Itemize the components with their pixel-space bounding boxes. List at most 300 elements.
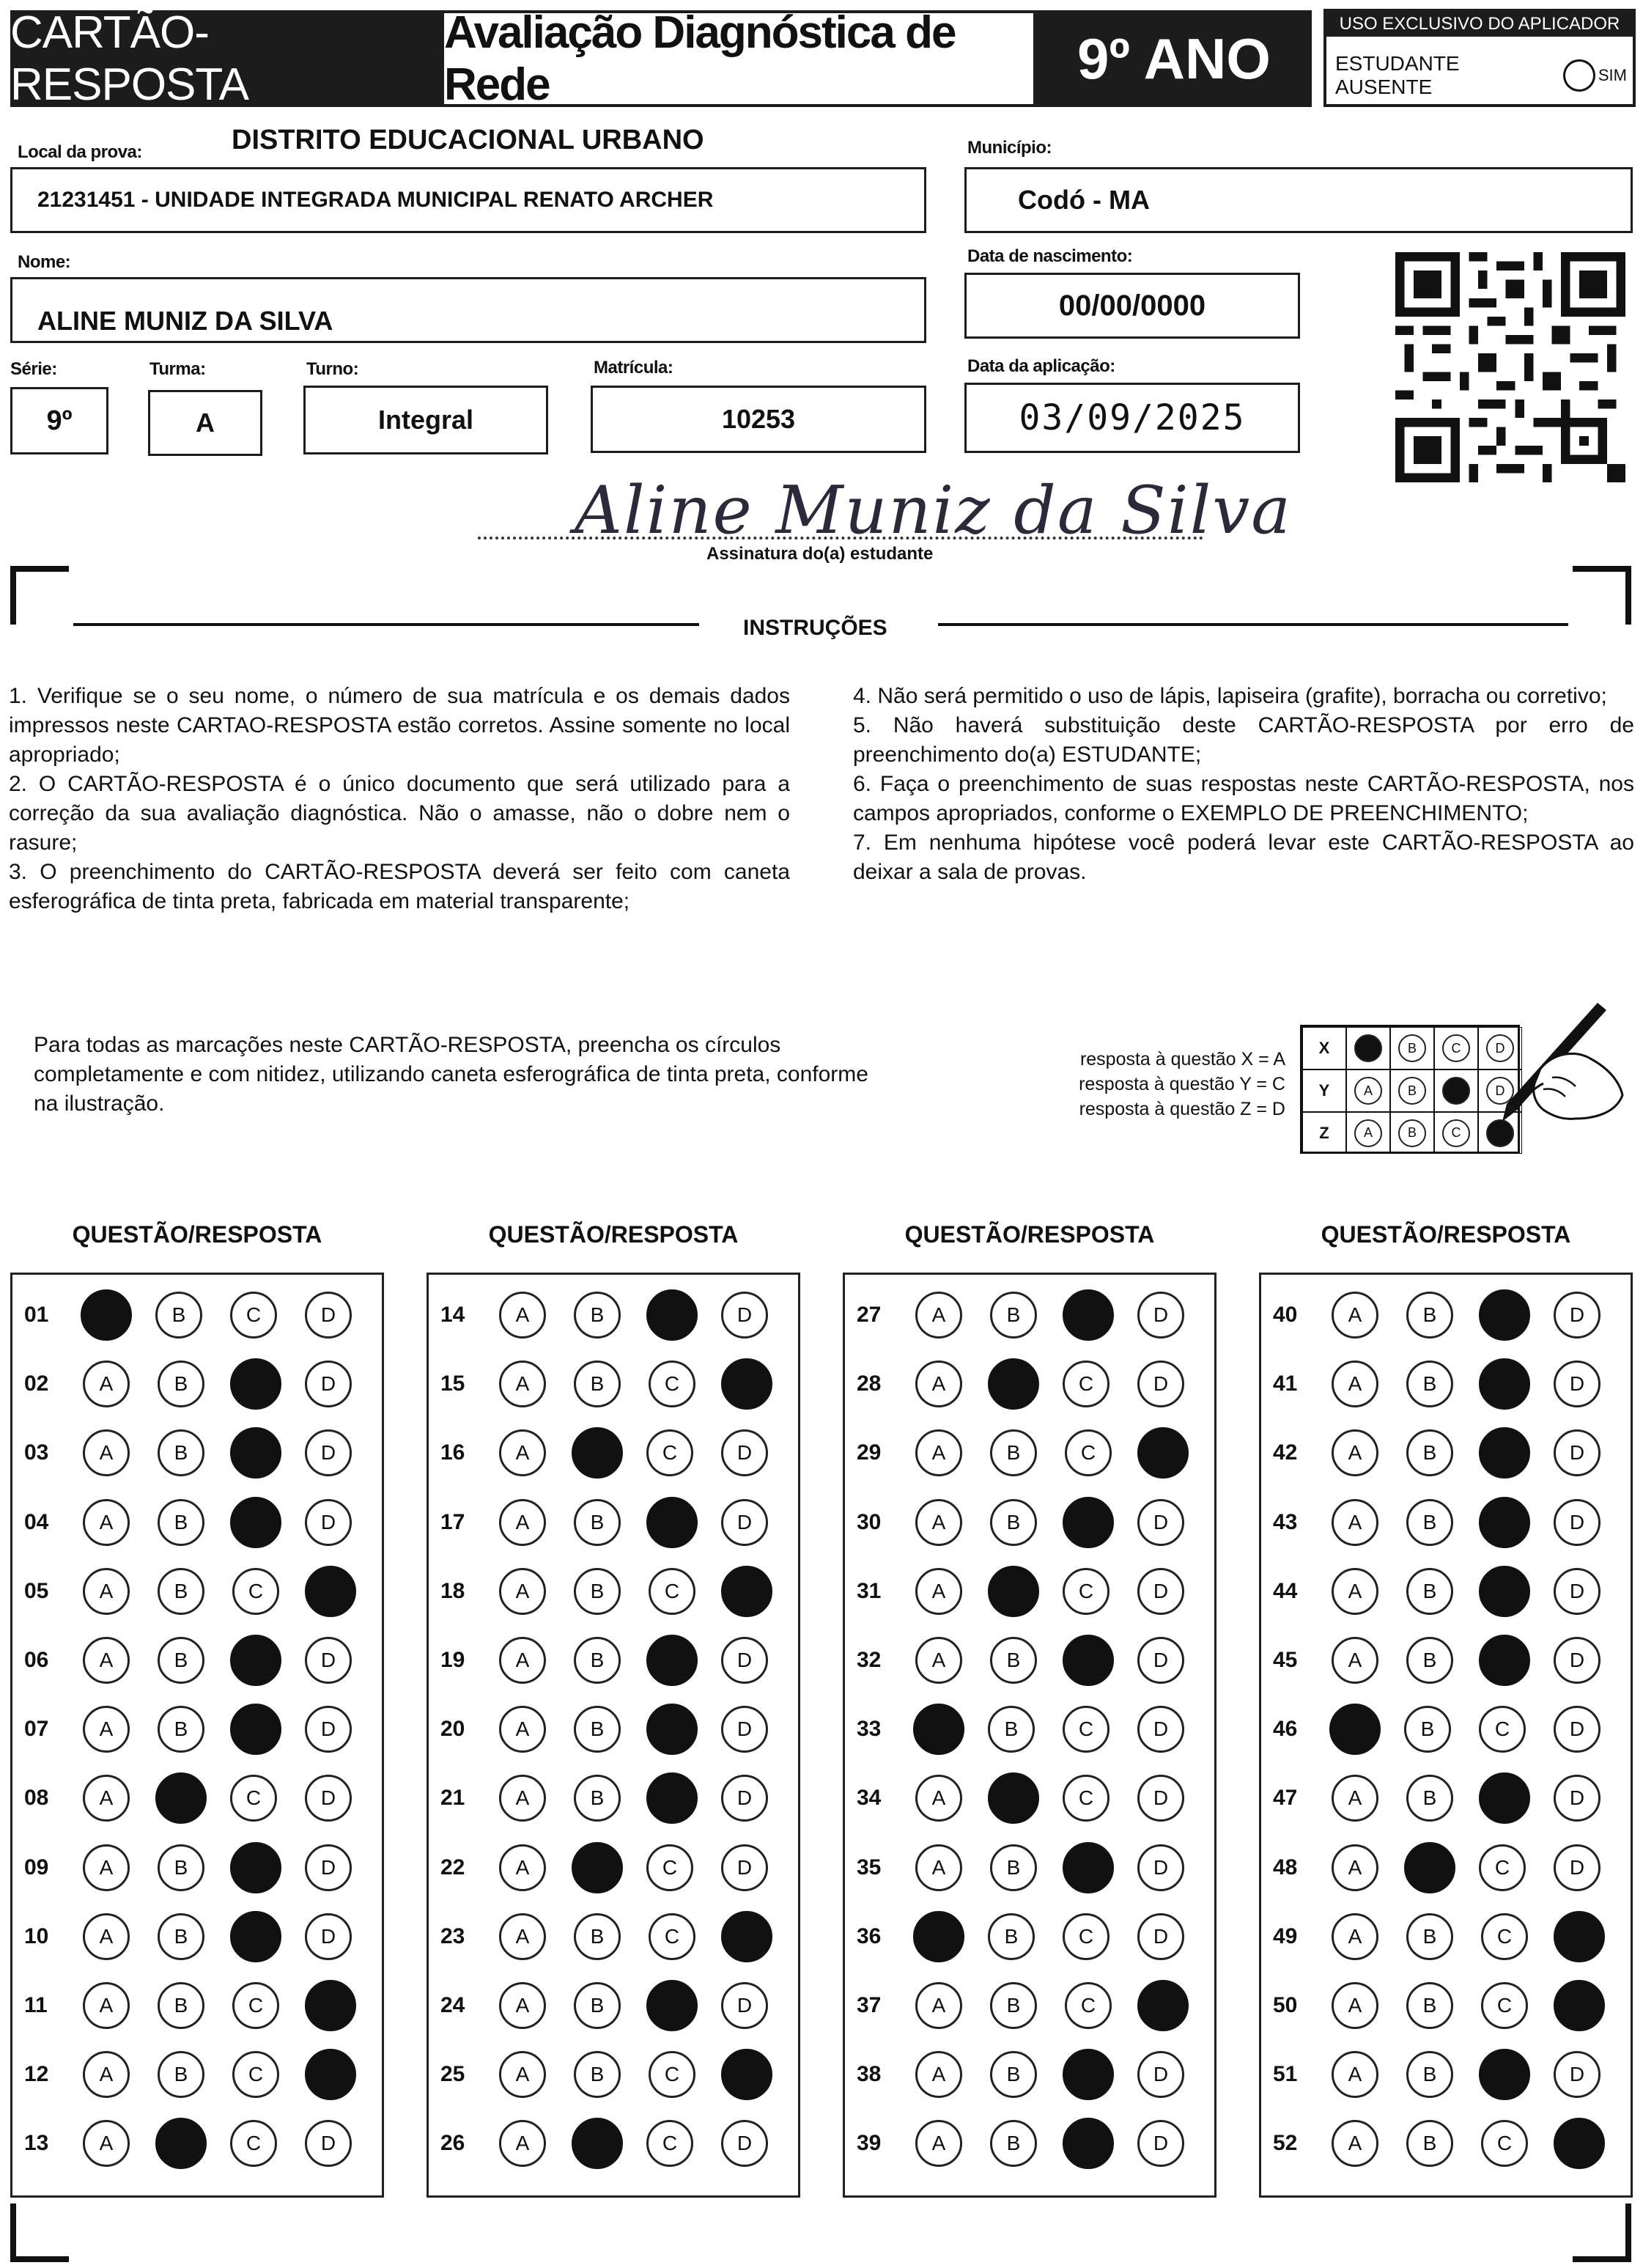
answer-bubble-c[interactable]: C: [230, 1358, 281, 1410]
answer-bubble-d[interactable]: D: [1137, 1913, 1184, 1960]
answer-bubble-b[interactable]: B: [574, 1913, 621, 1960]
answer-bubble-c[interactable]: C: [1481, 2120, 1528, 2167]
answer-bubble-b[interactable]: B: [158, 2051, 204, 2098]
answer-bubble-c[interactable]: C: [649, 2051, 695, 2098]
answer-bubble-d[interactable]: D: [1137, 2120, 1184, 2167]
answer-bubble-a[interactable]: A: [499, 1361, 546, 1407]
answer-bubble-d[interactable]: D: [305, 1429, 352, 1476]
answer-bubble-a[interactable]: A: [499, 1706, 546, 1753]
answer-bubble-a[interactable]: A: [83, 1775, 130, 1822]
answer-bubble-a[interactable]: A: [913, 1911, 964, 1962]
answer-bubble-d[interactable]: D: [305, 1637, 352, 1684]
answer-bubble-a[interactable]: A: [499, 1913, 546, 1960]
question-row: [845, 1833, 1214, 1902]
answer-bubble-c[interactable]: C: [1479, 1289, 1530, 1341]
answer-bubble-a[interactable]: A: [499, 1429, 546, 1476]
answer-bubble-c[interactable]: C: [1063, 1361, 1110, 1407]
answer-bubble-b[interactable]: B: [990, 1637, 1037, 1684]
answer-bubble-c[interactable]: C: [230, 1497, 281, 1548]
question-row: [845, 1557, 1214, 1626]
answer-bubble-d[interactable]: D: [721, 2049, 772, 2100]
answer-bubble-a[interactable]: A: [915, 1361, 962, 1407]
answer-bubble-a[interactable]: A: [913, 1704, 964, 1755]
answer-bubble-d[interactable]: D: [1554, 1706, 1600, 1753]
answer-bubble-a[interactable]: A: [915, 2120, 962, 2167]
answer-bubble-b[interactable]: B: [572, 1427, 623, 1479]
answer-bubble-a[interactable]: A: [915, 2051, 962, 2098]
answer-bubble-b[interactable]: B: [990, 1499, 1037, 1546]
question-row: [429, 1626, 798, 1695]
question-row: [845, 2109, 1214, 2178]
answer-bubble-d[interactable]: D: [305, 2120, 352, 2167]
answer-bubble-d[interactable]: D: [1554, 2118, 1605, 2169]
answer-bubble-b[interactable]: B: [1404, 1706, 1451, 1753]
question-number: 12: [24, 2062, 49, 2087]
answer-bubble-b[interactable]: B: [158, 1844, 204, 1891]
instruction-item: 2. O CARTÃO-RESPOSTA é o único documento que será utilizado para a correção da sua avaliação diagnóstica. Não o amasse, não o dobre nem o rasure;: [9, 772, 790, 855]
example-cell: [1346, 1112, 1390, 1154]
answer-bubble-d[interactable]: D: [1554, 1637, 1600, 1684]
example-bubble: C: [1442, 1034, 1470, 1062]
answer-bubble-c[interactable]: C: [1479, 1844, 1526, 1891]
instruction-item: 5. Não haverá substituição deste CARTÃO-RESPOSTA por erro de preenchimento do(a) ESTUDANTE;: [853, 713, 1634, 767]
question-number: 46: [1273, 1717, 1298, 1742]
question-row: [845, 1350, 1214, 1418]
answer-bubble-b[interactable]: B: [158, 1913, 204, 1960]
answer-bubble-d[interactable]: D: [305, 1706, 352, 1753]
question-number: 04: [24, 1509, 49, 1534]
answer-bubble-c[interactable]: C: [1479, 1566, 1530, 1617]
question-number: 27: [857, 1303, 882, 1327]
question-number: 43: [1273, 1509, 1298, 1534]
answer-bubble-c[interactable]: C: [230, 1842, 281, 1893]
question-number: 25: [440, 2062, 465, 2087]
answer-bubble-d[interactable]: D: [721, 1566, 772, 1617]
answer-bubble-b[interactable]: B: [990, 2120, 1037, 2167]
column-title: QUESTÃO/RESPOSTA: [72, 1221, 322, 1248]
question-number: 51: [1273, 2062, 1298, 2087]
answer-bubble-c[interactable]: C: [1065, 1982, 1112, 2029]
answer-bubble-b[interactable]: B: [574, 1775, 621, 1822]
answer-bubble-c[interactable]: C: [1063, 1775, 1110, 1822]
answer-bubble-b[interactable]: B: [155, 1772, 207, 1824]
grade-badge: 9º ANO: [1036, 10, 1312, 107]
answer-bubble-c[interactable]: C: [1479, 1358, 1530, 1410]
answer-bubble-a[interactable]: A: [1332, 1982, 1378, 2029]
answer-bubble-c[interactable]: C: [1063, 1289, 1114, 1341]
question-number: 21: [440, 1786, 465, 1811]
answer-bubble-d[interactable]: D: [721, 1844, 768, 1891]
answer-bubble-d[interactable]: D: [721, 1499, 768, 1546]
example-cell: [1346, 1027, 1390, 1069]
answer-bubble-c[interactable]: C: [232, 1982, 279, 2029]
answer-bubble-a[interactable]: A: [1332, 2051, 1378, 2098]
question-row: [429, 1695, 798, 1764]
answer-bubble-c[interactable]: C: [1063, 1913, 1110, 1960]
answer-bubble-b[interactable]: B: [1406, 1568, 1453, 1615]
answer-bubble-a[interactable]: A: [83, 1499, 130, 1546]
answer-bubble-c[interactable]: C: [1479, 2049, 1530, 2100]
answer-bubble-c[interactable]: C: [1063, 1842, 1114, 1893]
answer-bubble-c[interactable]: C: [646, 1772, 698, 1824]
example-legend-line: resposta à questão Y = C: [1079, 1074, 1285, 1094]
answer-bubble-b[interactable]: B: [574, 1292, 621, 1339]
answer-bubble-d[interactable]: D: [1137, 1568, 1184, 1615]
answer-bubble-c[interactable]: C: [232, 2051, 279, 2098]
answer-bubble-d[interactable]: D: [305, 1292, 352, 1339]
answer-bubble-d[interactable]: D: [1554, 1292, 1600, 1339]
answer-bubble-c[interactable]: C: [1479, 1706, 1526, 1753]
answer-bubble-a[interactable]: A: [1332, 1292, 1378, 1339]
turno-label: Turno:: [306, 359, 359, 379]
answer-bubble-d[interactable]: D: [1554, 1775, 1600, 1822]
answer-bubble-d[interactable]: D: [1554, 1568, 1600, 1615]
answer-bubble-b[interactable]: B: [988, 1566, 1039, 1617]
answer-bubble-a[interactable]: A: [499, 1775, 546, 1822]
answer-bubble-a[interactable]: A: [1332, 1499, 1378, 1546]
answer-bubble-d[interactable]: D: [1554, 1429, 1600, 1476]
answer-bubble-b[interactable]: B: [1404, 1842, 1455, 1893]
answer-bubble-c[interactable]: C: [230, 1775, 277, 1822]
answer-bubble-b[interactable]: B: [158, 1637, 204, 1684]
answer-bubble-d[interactable]: D: [1137, 1844, 1184, 1891]
answer-bubble-a[interactable]: A: [1332, 1361, 1378, 1407]
answer-bubble-a[interactable]: A: [1332, 1429, 1378, 1476]
answer-bubble-d[interactable]: D: [1137, 1427, 1189, 1479]
answer-bubble-c[interactable]: C: [649, 1913, 695, 1960]
answer-bubble-b[interactable]: B: [158, 1429, 204, 1476]
student-signature: Aline Muniz da Silva: [575, 472, 1292, 549]
question-row: [845, 1418, 1214, 1487]
registration-mark-br: [1573, 2203, 1631, 2262]
answer-bubble-d[interactable]: D: [1554, 1911, 1605, 1962]
question-number: 03: [24, 1440, 49, 1465]
answer-bubble-c[interactable]: C: [1479, 1497, 1530, 1548]
answer-bubble-b[interactable]: B: [155, 1292, 202, 1339]
matricula-field: [591, 386, 926, 453]
answer-bubble-a[interactable]: A: [915, 1499, 962, 1546]
answer-bubble-d[interactable]: D: [1137, 1292, 1184, 1339]
answer-bubble-a[interactable]: A: [1332, 1913, 1378, 1960]
answer-bubble-a[interactable]: A: [83, 1982, 130, 2029]
question-row: [1261, 1971, 1631, 2040]
instructions-title: INSTRUÇÕES: [743, 616, 887, 640]
answer-bubble-d[interactable]: D: [721, 1429, 768, 1476]
example-bubble: D: [1486, 1077, 1514, 1105]
example-bubble: B: [1398, 1034, 1426, 1062]
turno-field: [303, 386, 548, 454]
answer-bubble-c[interactable]: C: [1481, 1913, 1528, 1960]
question-number: 49: [1273, 1923, 1298, 1948]
answer-bubble-a[interactable]: A: [499, 1982, 546, 2029]
serie-label: Série:: [10, 359, 57, 379]
answer-bubble-d[interactable]: D: [1137, 2051, 1184, 2098]
answer-bubble-c[interactable]: C: [230, 1427, 281, 1479]
question-row: [845, 1488, 1214, 1557]
answer-bubble-b[interactable]: B: [1406, 1775, 1453, 1822]
answer-bubble-a[interactable]: A: [83, 1361, 130, 1407]
answer-bubble-b[interactable]: B: [1406, 1292, 1453, 1339]
question-row: [429, 1418, 798, 1487]
question-row: [845, 1971, 1214, 2040]
answer-bubble-d[interactable]: D: [305, 1844, 352, 1891]
answer-bubble-b[interactable]: B: [155, 2118, 207, 2169]
answer-bubble-a[interactable]: A: [83, 1913, 130, 1960]
answer-bubble-d[interactable]: D: [305, 1361, 352, 1407]
question-row: [845, 1764, 1214, 1833]
answer-bubble-c[interactable]: C: [1063, 1706, 1110, 1753]
answer-bubble-b[interactable]: B: [1406, 1361, 1453, 1407]
answer-bubble-d[interactable]: D: [721, 2120, 768, 2167]
question-number: 44: [1273, 1578, 1298, 1603]
answer-bubble-c[interactable]: C: [1063, 2049, 1114, 2100]
answer-bubble-a[interactable]: A: [1332, 1775, 1378, 1822]
answer-bubble-b[interactable]: B: [574, 1361, 621, 1407]
answer-bubble-d[interactable]: D: [1554, 1499, 1600, 1546]
applicator-title: USO EXCLUSIVO DO APLICADOR: [1326, 12, 1633, 37]
answer-bubble-a[interactable]: A: [1329, 1704, 1381, 1755]
answer-bubble-c[interactable]: C: [1063, 1635, 1114, 1686]
answer-bubble-a[interactable]: A: [499, 1499, 546, 1546]
answer-bubble-b[interactable]: B: [988, 1772, 1039, 1824]
answer-bubble-c[interactable]: C: [230, 2120, 277, 2167]
answer-bubble-a[interactable]: A: [83, 1568, 130, 1615]
column-title: QUESTÃO/RESPOSTA: [1321, 1221, 1571, 1248]
answer-bubble-a[interactable]: A: [915, 1429, 962, 1476]
answer-bubble-d[interactable]: D: [1554, 1980, 1605, 2031]
answer-bubble-d[interactable]: D: [1137, 1499, 1184, 1546]
answer-bubble-a[interactable]: A: [915, 1568, 962, 1615]
answer-bubble-b[interactable]: B: [988, 1706, 1035, 1753]
answer-bubble-a[interactable]: A: [499, 2120, 546, 2167]
example-bubble: C: [1442, 1077, 1470, 1105]
answer-bubble-d[interactable]: D: [1554, 2051, 1600, 2098]
question-row: [12, 1418, 382, 1487]
answer-bubble-d[interactable]: D: [1554, 1844, 1600, 1891]
answer-bubble-c[interactable]: C: [1479, 1427, 1530, 1479]
question-number: 28: [857, 1372, 882, 1396]
answer-bubble-a[interactable]: A: [83, 1429, 130, 1476]
municipio-field: [964, 167, 1633, 233]
answer-bubble-b[interactable]: B: [572, 2118, 623, 2169]
example-bubble: A: [1354, 1077, 1382, 1105]
answer-bubble-d[interactable]: D: [1137, 1775, 1184, 1822]
answer-bubble-b[interactable]: B: [574, 1982, 621, 2029]
answer-bubble-a[interactable]: A: [915, 1844, 962, 1891]
answer-bubble-a[interactable]: A: [915, 1775, 962, 1822]
nome-label: Nome:: [18, 252, 71, 272]
answer-bubble-a[interactable]: A: [1332, 2120, 1378, 2167]
answer-bubble-a[interactable]: A: [83, 1844, 130, 1891]
answer-bubble-c[interactable]: C: [230, 1635, 281, 1686]
question-number: 26: [440, 2131, 465, 2156]
answer-bubble-b[interactable]: B: [574, 1499, 621, 1546]
question-number: 06: [24, 1648, 49, 1672]
aplicacao-label: Data da aplicação:: [967, 356, 1115, 376]
answer-bubble-c[interactable]: C: [230, 1704, 281, 1755]
example-legend-line: resposta à questão Z = D: [1079, 1099, 1285, 1119]
answer-bubble-b[interactable]: B: [158, 1361, 204, 1407]
answer-bubble-b[interactable]: B: [574, 2051, 621, 2098]
question-row: [429, 1764, 798, 1833]
answer-bubble-b[interactable]: B: [988, 1913, 1035, 1960]
answer-bubble-a[interactable]: A: [499, 1637, 546, 1684]
answer-bubble-b[interactable]: B: [1406, 2051, 1453, 2098]
answer-bubble-b[interactable]: B: [158, 1982, 204, 2029]
answer-bubble-d[interactable]: D: [305, 2049, 356, 2100]
answer-bubble-c[interactable]: C: [1063, 2118, 1114, 2169]
matricula-value: 10253: [721, 404, 796, 434]
instructions-right: [853, 682, 1634, 887]
answer-bubble-a[interactable]: A: [915, 1292, 962, 1339]
answer-bubble-d[interactable]: D: [305, 1566, 356, 1617]
question-number: 45: [1273, 1648, 1298, 1672]
answer-bubble-d[interactable]: D: [721, 1982, 768, 2029]
answer-bubble-a[interactable]: A: [83, 1637, 130, 1684]
question-row: [845, 1695, 1214, 1764]
question-row: [12, 1281, 382, 1350]
answer-bubble-c[interactable]: C: [646, 1704, 698, 1755]
question-row: [12, 1902, 382, 1971]
answer-bubble-b[interactable]: B: [158, 1706, 204, 1753]
answer-bubble-c[interactable]: C: [646, 1429, 693, 1476]
answer-bubble-c[interactable]: C: [232, 1568, 279, 1615]
answer-bubble-a[interactable]: A: [1332, 1568, 1378, 1615]
nascimento-field: [964, 273, 1300, 339]
answer-bubble-c[interactable]: C: [1481, 1982, 1528, 2029]
answer-bubble-c[interactable]: C: [1479, 1772, 1530, 1824]
answer-bubble-c[interactable]: C: [1063, 1568, 1110, 1615]
question-number: 42: [1273, 1440, 1298, 1465]
answer-bubble-d[interactable]: D: [1137, 1706, 1184, 1753]
answer-bubble-d[interactable]: D: [721, 1637, 768, 1684]
divider: [73, 623, 699, 626]
instruction-item: 3. O preenchimento do CARTÃO-RESPOSTA deverá ser feito com caneta esferográfica de tinta preta, fabricada em material transparente;: [9, 860, 790, 913]
example-bubble: A: [1354, 1034, 1382, 1062]
answer-bubble-d[interactable]: D: [721, 1706, 768, 1753]
registration-mark-tr: [1573, 566, 1631, 625]
answer-bubble-d[interactable]: D: [721, 1358, 772, 1410]
column-title: QUESTÃO/RESPOSTA: [488, 1221, 739, 1248]
answer-bubble-b[interactable]: B: [572, 1842, 623, 1893]
answer-bubble-b[interactable]: B: [988, 1358, 1039, 1410]
answer-bubble-b[interactable]: B: [574, 1706, 621, 1753]
answer-bubble-a[interactable]: A: [915, 1637, 962, 1684]
instruction-item: 4. Não será permitido o uso de lápis, lapiseira (grafite), borracha ou corretivo;: [853, 684, 1607, 708]
answer-bubble-d[interactable]: D: [1554, 1361, 1600, 1407]
nascimento-label: Data de nascimento:: [967, 246, 1133, 266]
answer-bubble-d[interactable]: D: [721, 1911, 772, 1962]
answer-bubble-b[interactable]: B: [990, 2051, 1037, 2098]
question-row: [429, 1281, 798, 1350]
instructions-left: [9, 682, 790, 916]
answer-bubble-b[interactable]: B: [574, 1637, 621, 1684]
question-row: [12, 1833, 382, 1902]
question-row: [429, 1350, 798, 1418]
answer-bubble-a[interactable]: A: [83, 2051, 130, 2098]
question-row: [845, 2040, 1214, 2109]
answer-bubble-d[interactable]: D: [1137, 1980, 1189, 2031]
answer-bubble-c[interactable]: C: [230, 1292, 277, 1339]
question-number: 05: [24, 1578, 49, 1603]
answer-bubble-b[interactable]: B: [1406, 1499, 1453, 1546]
answer-column: [843, 1273, 1216, 2198]
example-bubble: C: [1442, 1119, 1470, 1147]
answer-bubble-b[interactable]: B: [990, 1429, 1037, 1476]
answer-bubble-b[interactable]: B: [158, 1568, 204, 1615]
local-label: Local da prova:: [18, 142, 142, 162]
answer-bubble-b[interactable]: B: [1406, 1913, 1453, 1960]
answer-bubble-b[interactable]: B: [574, 1568, 621, 1615]
answer-bubble-a[interactable]: A: [499, 1568, 546, 1615]
answer-bubble-d[interactable]: D: [305, 1913, 352, 1960]
answer-bubble-c[interactable]: C: [646, 1980, 698, 2031]
answer-bubble-b[interactable]: B: [1406, 2120, 1453, 2167]
answer-bubble-d[interactable]: D: [1137, 1637, 1184, 1684]
answer-bubble-b[interactable]: B: [1406, 1637, 1453, 1684]
question-row: [1261, 1902, 1631, 1971]
answer-bubble-d[interactable]: D: [305, 1775, 352, 1822]
absent-bubble[interactable]: [1563, 59, 1595, 92]
answer-bubble-c[interactable]: C: [1065, 1429, 1112, 1476]
answer-bubble-b[interactable]: B: [1406, 1982, 1453, 2029]
answer-bubble-a[interactable]: A: [1332, 1844, 1378, 1891]
answer-bubble-a[interactable]: A: [499, 1844, 546, 1891]
answer-bubble-c[interactable]: C: [230, 1911, 281, 1962]
answer-bubble-b[interactable]: B: [158, 1499, 204, 1546]
answer-bubble-a[interactable]: A: [499, 1292, 546, 1339]
answer-bubble-c[interactable]: C: [646, 1635, 698, 1686]
fill-note: Para todas as marcações neste CARTÃO-RESPOSTA, preencha os círculos completamente e com nitidez, utilizando caneta esferográfica de tinta preta, conforme na ilustração.: [34, 1033, 868, 1116]
exam-title: Avaliação Diagnóstica de Rede: [441, 10, 1036, 107]
answer-bubble-d[interactable]: D: [1137, 1361, 1184, 1407]
answer-bubble-c[interactable]: C: [1479, 1635, 1530, 1686]
answer-bubble-b[interactable]: B: [990, 1292, 1037, 1339]
answer-bubble-a[interactable]: A: [83, 2120, 130, 2167]
answer-bubble-a[interactable]: A: [1332, 1637, 1378, 1684]
answer-bubble-c[interactable]: C: [646, 1844, 693, 1891]
question-row: [1261, 1626, 1631, 1695]
question-number: 01: [24, 1303, 49, 1327]
answer-bubble-d[interactable]: D: [305, 1499, 352, 1546]
answer-bubble-c[interactable]: C: [1063, 1497, 1114, 1548]
signature-label: Assinatura do(a) estudante: [706, 544, 934, 564]
answer-bubble-c[interactable]: C: [649, 1361, 695, 1407]
answer-bubble-b[interactable]: B: [990, 1844, 1037, 1891]
qr-code-icon: [1395, 252, 1625, 482]
answer-bubble-a[interactable]: A: [915, 1982, 962, 2029]
example-bubble: B: [1398, 1077, 1426, 1105]
answer-bubble-d[interactable]: D: [305, 1980, 356, 2031]
answer-bubble-d[interactable]: D: [721, 1292, 768, 1339]
answer-bubble-b[interactable]: B: [990, 1982, 1037, 2029]
answer-bubble-b[interactable]: B: [1406, 1429, 1453, 1476]
answer-bubble-d[interactable]: D: [721, 1775, 768, 1822]
answer-bubble-c[interactable]: C: [646, 2120, 693, 2167]
question-row: [429, 1971, 798, 2040]
question-number: 19: [440, 1648, 465, 1672]
answer-bubble-c[interactable]: C: [646, 1289, 698, 1341]
question-number: 16: [440, 1440, 465, 1465]
answer-bubble-c[interactable]: C: [649, 1568, 695, 1615]
answer-bubble-a[interactable]: A: [83, 1706, 130, 1753]
absent-label: ESTUDANTE AUSENTE: [1335, 52, 1460, 98]
answer-bubble-a[interactable]: A: [81, 1289, 132, 1341]
question-number: 14: [440, 1303, 465, 1327]
question-number: 40: [1273, 1303, 1298, 1327]
answer-bubble-c[interactable]: C: [646, 1497, 698, 1548]
answer-bubble-a[interactable]: A: [499, 2051, 546, 2098]
